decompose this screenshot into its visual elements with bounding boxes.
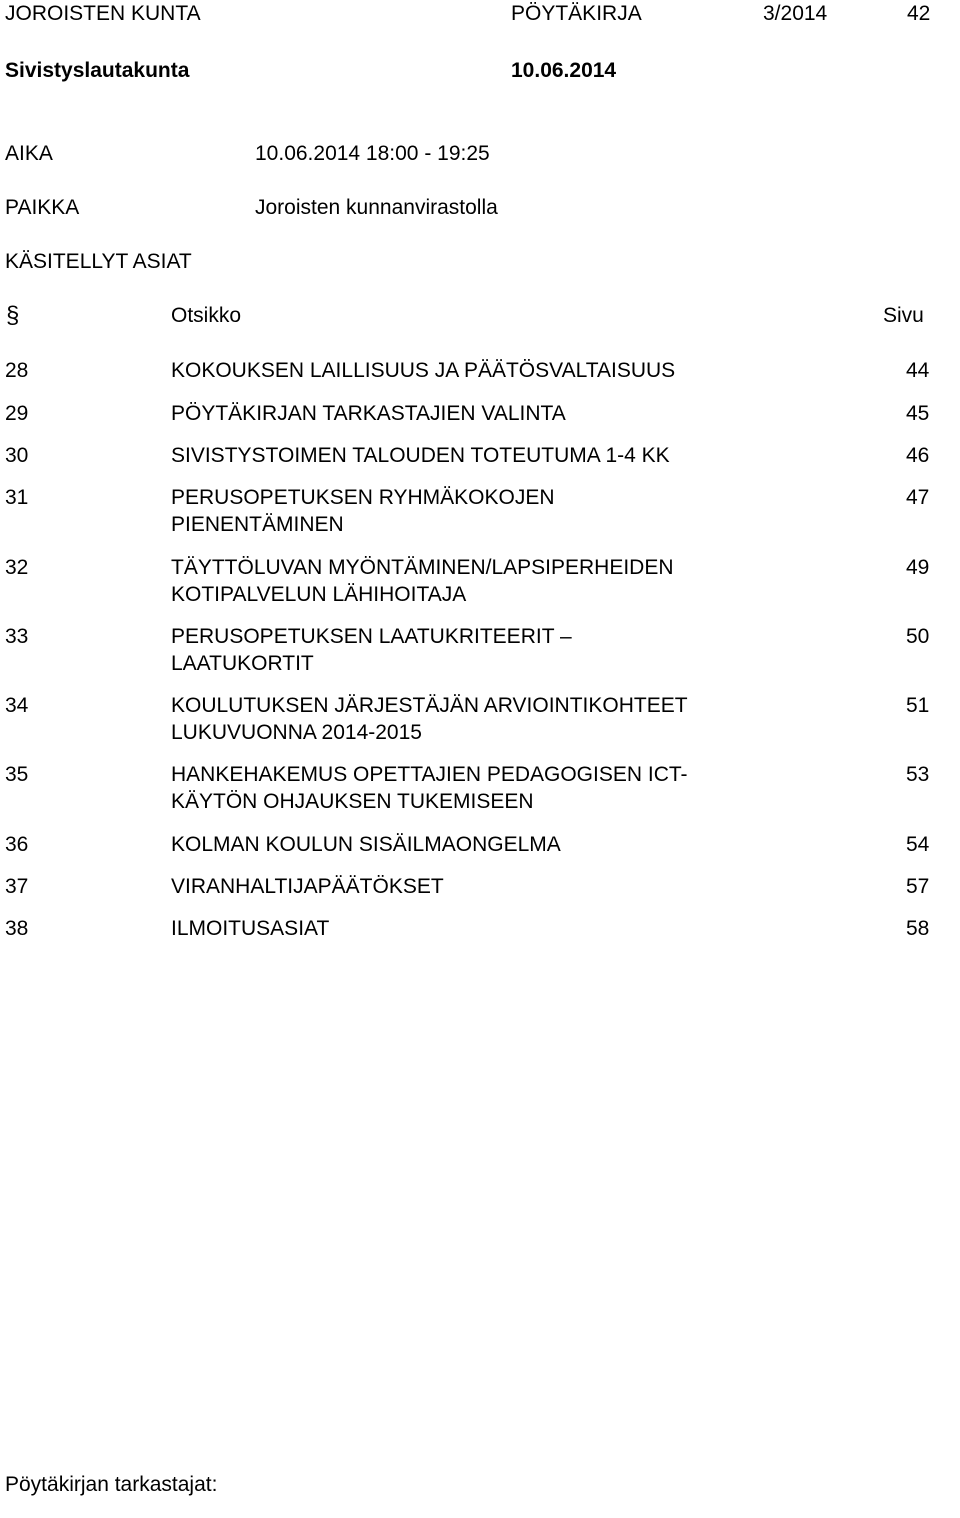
- column-header-page: Sivu: [883, 304, 924, 327]
- section-sign-header: §: [6, 302, 20, 329]
- document-type: PÖYTÄKIRJA: [511, 2, 642, 25]
- agenda-item-page: 51: [906, 694, 930, 717]
- agenda-item-number: 31: [5, 486, 29, 509]
- agenda-item-number: 32: [5, 556, 29, 579]
- agenda-item-title: PÖYTÄKIRJAN TARKASTAJIEN VALINTA: [171, 402, 566, 425]
- agenda-item-number: 33: [5, 625, 29, 648]
- municipality-name: JOROISTEN KUNTA: [5, 2, 201, 25]
- agenda-item-title: KOKOUKSEN LAILLISUUS JA PÄÄTÖSVALTAISUUS: [171, 359, 676, 382]
- agenda-item-page: 49: [906, 556, 930, 579]
- agenda-item-number: 36: [5, 833, 29, 856]
- agenda-item-title: HANKEHAKEMUS OPETTAJIEN PEDAGOGISEN ICT-KÄYTÖN OHJAUKSEN TUKEMISEEN: [171, 763, 688, 813]
- agenda-item-title: PERUSOPETUKSEN RYHMÄKOKOJEN PIENENTÄMINEN: [171, 486, 555, 536]
- agenda-item-title: SIVISTYSTOIMEN TALOUDEN TOTEUTUMA 1-4 KK: [171, 444, 670, 467]
- column-header-title: Otsikko: [171, 304, 242, 327]
- time-label: AIKA: [5, 142, 53, 165]
- agenda-item-number: 37: [5, 875, 29, 898]
- agenda-item-page: 44: [906, 359, 930, 382]
- agenda-item-title: TÄYTTÖLUVAN MYÖNTÄMINEN/LAPSIPERHEIDEN KOTIPALVELUN LÄHIHOITAJA: [171, 556, 674, 606]
- meeting-date: 10.06.2014: [511, 59, 617, 82]
- agenda-item-number: 29: [5, 402, 29, 425]
- agenda-item-page: 45: [906, 402, 930, 425]
- agenda-item-number: 28: [5, 359, 29, 382]
- agenda-item-title: PERUSOPETUKSEN LAATUKRITEERIT – LAATUKORTIT: [171, 625, 572, 675]
- page-number: 42: [907, 2, 931, 25]
- time-value: 10.06.2014 18:00 - 19:25: [255, 142, 490, 165]
- agenda-item-page: 46: [906, 444, 930, 467]
- agenda-item-title: ILMOITUSASIAT: [171, 917, 330, 940]
- agenda-item-number: 30: [5, 444, 29, 467]
- agenda-item-title: VIRANHALTIJAPÄÄTÖKSET: [171, 875, 444, 898]
- agenda-item-page: 50: [906, 625, 930, 648]
- place-value: Joroisten kunnanvirastolla: [255, 196, 498, 219]
- agenda-item-title: KOLMAN KOULUN SISÄILMAONGELMA: [171, 833, 561, 856]
- document-number: 3/2014: [763, 2, 828, 25]
- place-label: PAIKKA: [5, 196, 80, 219]
- agenda-item-page: 53: [906, 763, 930, 786]
- agenda-item-page: 57: [906, 875, 930, 898]
- agenda-item-number: 38: [5, 917, 29, 940]
- reviewers-label: Pöytäkirjan tarkastajat:: [5, 1473, 218, 1496]
- committee-name: Sivistyslautakunta: [5, 59, 190, 82]
- agenda-item-page: 54: [906, 833, 930, 856]
- agenda-item-number: 34: [5, 694, 29, 717]
- agenda-item-title: KOULUTUKSEN JÄRJESTÄJÄN ARVIOINTIKOHTEET LUKUVUONNA 2014-2015: [171, 694, 688, 744]
- agenda-item-page: 47: [906, 486, 930, 509]
- agenda-item-number: 35: [5, 763, 29, 786]
- handled-items-heading: KÄSITELLYT ASIAT: [5, 250, 192, 273]
- agenda-item-page: 58: [906, 917, 930, 940]
